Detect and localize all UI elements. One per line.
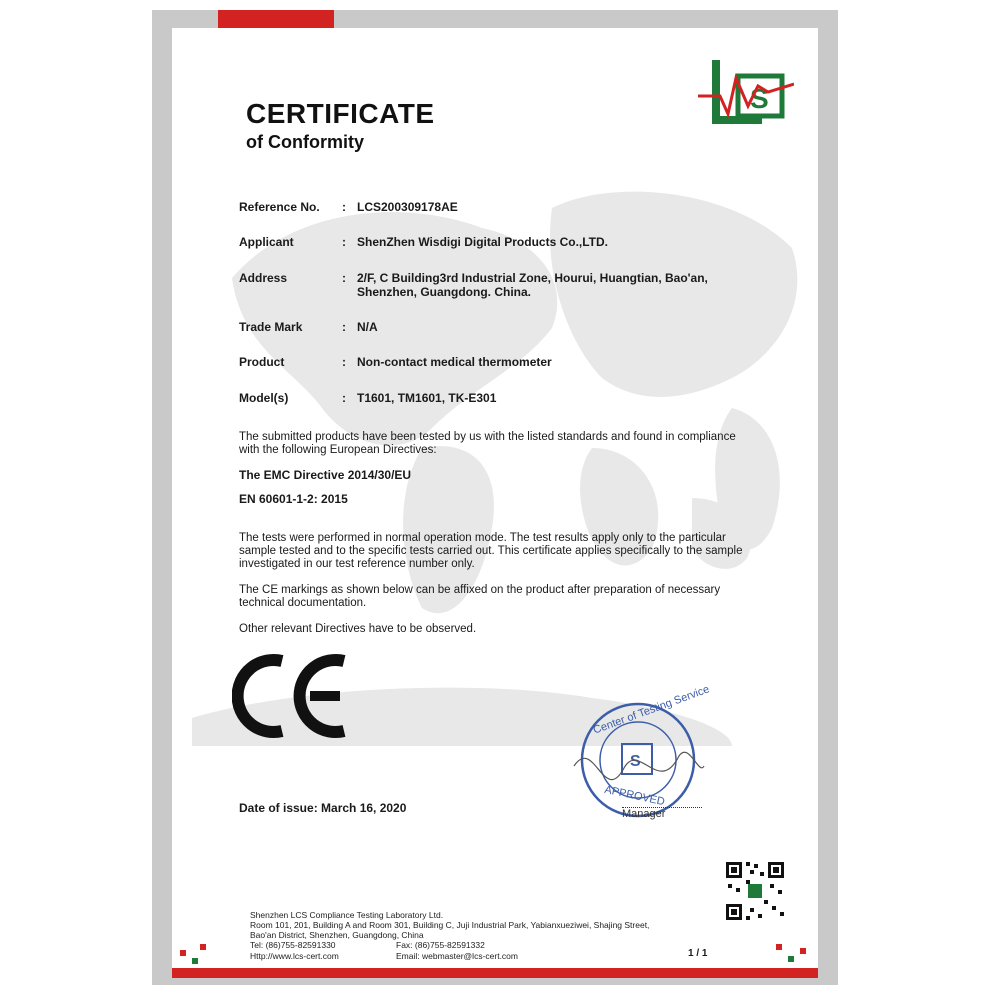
field-colon: : <box>342 271 346 285</box>
footer-lab-name: Shenzhen LCS Compliance Testing Laboratory Ltd. <box>250 910 444 920</box>
field-colon: : <box>342 235 346 249</box>
certificate-title: CERTIFICATE <box>246 98 435 129</box>
ce-paragraph: The CE markings as shown below can be affixed on the product after preparation of necessary technical documentation. <box>239 584 721 609</box>
corner-square <box>776 944 782 950</box>
footer-fax: Fax: (86)755-82591332 <box>396 940 485 950</box>
corner-square <box>800 948 806 954</box>
footer-web: Http://www.lcs-cert.com <box>250 951 339 961</box>
bottom-red-bar <box>172 968 818 978</box>
certificate-subtitle: of Conformity <box>246 132 364 152</box>
product-label: Product <box>239 355 285 369</box>
field-colon: : <box>342 391 346 405</box>
standard-line: EN 60601-1-2: 2015 <box>239 492 348 506</box>
product-value: Non-contact medical thermometer <box>357 355 552 369</box>
corner-square <box>192 958 198 964</box>
applicant-value: ShenZhen Wisdigi Digital Products Co.,LTD. <box>357 235 609 249</box>
reference-label: Reference No. <box>239 200 320 214</box>
corner-square <box>200 944 206 950</box>
top-red-bar <box>218 10 334 28</box>
field-colon: : <box>342 355 346 369</box>
lcs-logo <box>698 56 794 128</box>
stamp-ring-text: Center of Testing Service <box>591 683 712 737</box>
issue-date: Date of issue: March 16, 2020 <box>239 801 407 815</box>
footer-address-line2: Bao'an District, Shenzhen, Guangdong, China <box>250 930 424 940</box>
other-directives: Other relevant Directives have to be observed. <box>239 623 477 635</box>
intro-paragraph: The submitted products have been tested by us with the listed standards and found in compliance with the following European Directives: <box>239 431 736 456</box>
certificate-page <box>172 28 818 970</box>
address-label: Address <box>239 271 288 285</box>
qr-code-icon <box>724 860 786 922</box>
footer-tel: Tel: (86)755-82591330 <box>250 940 336 950</box>
trademark-value: N/A <box>357 320 378 334</box>
field-colon: : <box>342 200 346 214</box>
tests-paragraph: The tests were performed in normal operation mode. The test results apply only to the particular sample tested and to the specific tests carried out. This certificate applies specifically to the sample investigated in our test reference number only. <box>239 532 743 570</box>
corner-square <box>180 950 186 956</box>
svg-text:S: S <box>750 83 769 114</box>
stamp-approved-text: APPROVED <box>603 783 666 809</box>
models-label: Model(s) <box>239 391 289 405</box>
page-number: 1 / 1 <box>688 948 708 959</box>
field-colon: : <box>342 320 346 334</box>
address-value: 2/F, C Building3rd Industrial Zone, Hourui, Huangtian, Bao'an, Shenzhen, Guangdong. China. <box>357 271 708 299</box>
ce-mark-icon <box>232 653 354 739</box>
models-value: T1601, TM1601, TK-E301 <box>357 391 497 405</box>
svg-text:S: S <box>630 753 641 770</box>
directive-line: The EMC Directive 2014/30/EU <box>239 468 412 482</box>
reference-value: LCS200309178AE <box>357 200 458 214</box>
applicant-label: Applicant <box>239 235 294 249</box>
footer-email: Email: webmaster@lcs-cert.com <box>396 951 518 961</box>
corner-square <box>788 956 794 962</box>
footer-address-line1: Room 101, 201, Building A and Room 301, Building C, Juji Industrial Park, Yabianxueziwei, Shajing Street, <box>250 920 650 930</box>
manager-signature-label: Manager <box>622 807 702 820</box>
trademark-label: Trade Mark <box>239 320 303 334</box>
